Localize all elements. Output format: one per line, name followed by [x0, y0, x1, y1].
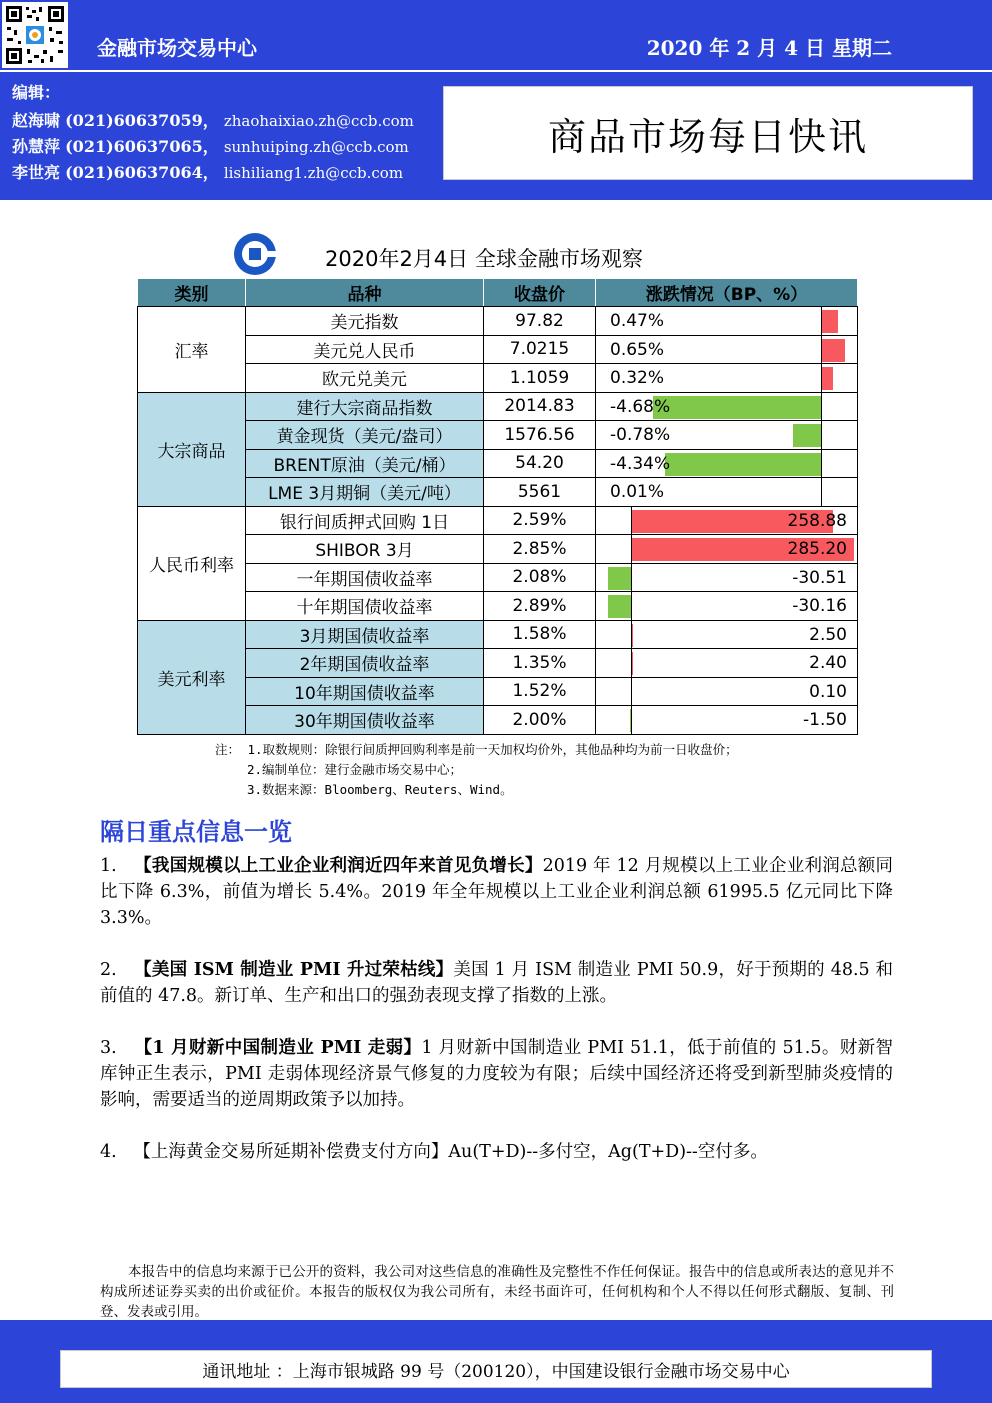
change-cell [596, 592, 858, 621]
instrument-cell: 十年期国债收益率 [246, 592, 484, 621]
change-bar [821, 310, 838, 333]
news-item [100, 957, 893, 1009]
ccb-logo-icon [233, 232, 277, 276]
instrument-cell: 美元兑人民币 [246, 335, 484, 364]
news-number: 1. [100, 856, 117, 876]
table-notes [215, 740, 738, 800]
change-cell [596, 307, 858, 336]
table-row [138, 364, 858, 393]
bar-axis [631, 564, 632, 592]
change-cell [596, 421, 858, 450]
bar-axis [821, 393, 822, 421]
note-line: 2.编制单位：建行金融市场交易中心； [247, 762, 463, 777]
table-row [138, 706, 858, 735]
change-bar [665, 453, 821, 476]
bar-axis [631, 678, 632, 706]
table-row [138, 506, 858, 535]
close-price-cell: 1.52% [484, 677, 596, 706]
instrument-cell: 10年期国债收益率 [246, 677, 484, 706]
header-divider [0, 70, 992, 72]
table-row [138, 335, 858, 364]
instrument-cell: 美元指数 [246, 307, 484, 336]
change-cell [596, 677, 858, 706]
editor-line [12, 160, 403, 183]
table-title: 2020年2月4日 全球金融市场观察 [325, 247, 643, 271]
change-value: 2.50 [809, 624, 847, 645]
change-bar [821, 367, 833, 390]
note-line: 3.数据来源：Bloomberg、Reuters、Wind。 [247, 782, 513, 797]
bar-axis [821, 421, 822, 449]
instrument-cell: 建行大宗商品指数 [246, 392, 484, 421]
close-price-cell: 1.35% [484, 649, 596, 678]
market-table [137, 278, 858, 735]
table-row [138, 592, 858, 621]
bar-axis [631, 706, 632, 734]
table-row [138, 677, 858, 706]
bar-axis [821, 478, 822, 506]
change-cell [596, 620, 858, 649]
news-item [100, 853, 893, 931]
change-value: -30.51 [792, 567, 847, 588]
news-item [100, 1139, 893, 1165]
news-headline: 【上海黄金交易所延期补偿费支付方向】 [133, 1142, 449, 1162]
close-price-cell: 2.85% [484, 535, 596, 564]
instrument-cell: 欧元兑美元 [246, 364, 484, 393]
category-cell: 美元利率 [138, 620, 246, 734]
close-price-cell: 54.20 [484, 449, 596, 478]
close-price-cell: 1576.56 [484, 421, 596, 450]
instrument-cell: SHIBOR 3月 [246, 535, 484, 564]
category-cell: 大宗商品 [138, 392, 246, 506]
column-header: 类别 [138, 279, 246, 307]
editor-email[interactable]: zhaohaixiao.zh@ccb.com [223, 112, 414, 130]
news-number: 3. [100, 1038, 117, 1058]
change-cell [596, 335, 858, 364]
change-value: 0.32% [610, 368, 665, 388]
news-number: 2. [100, 960, 117, 980]
change-value: -1.50 [803, 710, 847, 730]
news-headline: 【我国规模以上工业企业利润近四年来首见负增长】 [134, 856, 543, 876]
bar-axis [821, 364, 822, 392]
change-cell [596, 535, 858, 564]
editor-phone: (021)60637059， [65, 111, 219, 130]
table-row [138, 620, 858, 649]
close-price-cell: 5561 [484, 478, 596, 507]
table-row [138, 535, 858, 564]
news-body: 2019 年 12 月规模以上工业企业利润总额同比下降 6.3%，前值为增长 5.4%。2019 年全年规模以上工业企业利润总额 61995.5 亿元同比下降 3.3%。 [100, 856, 893, 928]
change-value: -4.68% [610, 396, 671, 417]
instrument-cell: 黄金现货（美元/盎司） [246, 421, 484, 450]
column-header: 收盘价 [484, 279, 596, 307]
change-bar [608, 595, 632, 618]
report-title-box [443, 86, 973, 180]
bar-axis [631, 507, 632, 535]
instrument-cell: BRENT原油（美元/桶） [246, 449, 484, 478]
table-header-row [138, 279, 858, 307]
change-cell [596, 706, 858, 735]
table-row [138, 563, 858, 592]
address-text: 通讯地址 ：上海市银城路 99 号（200120），中国建设银行金融市场交易中心 [202, 1361, 790, 1382]
change-value: 2.40 [809, 653, 847, 673]
close-price-cell: 2.59% [484, 506, 596, 535]
editor-phone: (021)60637064， [65, 163, 219, 182]
change-bar [793, 424, 821, 447]
bar-axis [631, 592, 632, 620]
editor-name: 赵海啸 [12, 111, 61, 130]
change-cell [596, 506, 858, 535]
category-cell: 汇率 [138, 307, 246, 393]
instrument-cell: 一年期国债收益率 [246, 563, 484, 592]
instrument-cell: 2年期国债收益率 [246, 649, 484, 678]
close-price-cell: 2.00% [484, 706, 596, 735]
change-value: 0.47% [610, 311, 665, 331]
change-value: 258.88 [787, 510, 847, 531]
table-row [138, 307, 858, 336]
change-value: -0.78% [610, 425, 671, 445]
change-cell [596, 478, 858, 507]
qr-code-icon [2, 2, 68, 68]
news-body: Au(T+D)--多付空，Ag(T+D)--空付多。 [448, 1142, 768, 1162]
news-number: 4. [100, 1142, 117, 1162]
editor-email[interactable]: lishiliang1.zh@ccb.com [223, 164, 404, 182]
news-section-title: 隔日重点信息一览 [100, 818, 292, 846]
change-cell [596, 449, 858, 478]
change-value: -30.16 [792, 596, 847, 616]
change-bar [653, 396, 821, 419]
change-bar [821, 339, 844, 362]
change-bar [608, 567, 632, 590]
editor-phone: (021)60637065， [65, 137, 219, 156]
disclaimer-text: 本报告中的信息均来源于已公开的资料，我公司对这些信息的准确性及完整性不作任何保证。报告中的信息或所表达的意见并不构成所述证券买卖的出价或征价。本报告的版权仅为我公司所有，未经书面许可，任何机构和个人不得以任何形式翻版、复制、刊登、发表或引用。 [100, 1264, 894, 1320]
instrument-cell: 3月期国债收益率 [246, 620, 484, 649]
table-row [138, 449, 858, 478]
editor-line [12, 108, 414, 131]
change-cell [596, 392, 858, 421]
close-price-cell: 1.58% [484, 620, 596, 649]
news-body: 美国 1 月 ISM 制造业 PMI 50.9，好于预期的 48.5 和前值的 47.8。新订单、生产和出口的强劲表现支撑了指数的上涨。 [100, 960, 894, 1006]
table-row [138, 421, 858, 450]
change-value: 285.20 [787, 539, 847, 559]
column-header: 涨跌情况（BP、%） [596, 279, 858, 307]
news-item [100, 1035, 893, 1113]
address-box [60, 1350, 932, 1388]
close-price-cell: 2.89% [484, 592, 596, 621]
instrument-cell: LME 3月期铜（美元/吨） [246, 478, 484, 507]
editor-email[interactable]: sunhuiping.zh@ccb.com [223, 138, 409, 156]
editor-name: 李世亮 [12, 163, 61, 182]
bar-axis [631, 649, 632, 677]
change-cell [596, 649, 858, 678]
table-row [138, 649, 858, 678]
change-value: 0.10 [809, 681, 847, 702]
news-body: 1 月财新中国制造业 PMI 51.1，低于前值的 51.5。财新智库钟正生表示，PMI 走弱体现经济景气修复的力度较为有限；后续中国经济还将受到新型肺炎疫情的影响，需要适当的逆周期政策予以加持。 [100, 1038, 893, 1110]
change-value: 0.65% [610, 339, 665, 360]
bar-axis [821, 307, 822, 335]
close-price-cell: 7.0215 [484, 335, 596, 364]
category-cell: 人民币利率 [138, 506, 246, 620]
instrument-cell: 30年期国债收益率 [246, 706, 484, 735]
note-line: 注： 1.取数规则：除银行间质押回购利率是前一天加权均价外，其他品种均为前一日收盘价； [215, 742, 738, 757]
close-price-cell: 97.82 [484, 307, 596, 336]
change-cell [596, 364, 858, 393]
column-header: 品种 [246, 279, 484, 307]
bar-axis [821, 450, 822, 478]
change-value: -4.34% [610, 453, 671, 474]
news-headline: 【美国 ISM 制造业 PMI 升过荣枯线】 [134, 960, 454, 980]
close-price-cell: 2014.83 [484, 392, 596, 421]
table-row [138, 478, 858, 507]
bar-axis [821, 336, 822, 364]
editor-name: 孙慧萍 [12, 137, 61, 156]
change-value: 0.01% [610, 482, 665, 502]
change-cell [596, 563, 858, 592]
news-headline: 【1 月财新中国制造业 PMI 走弱】 [134, 1038, 422, 1058]
table-row [138, 392, 858, 421]
bar-axis [631, 535, 632, 563]
close-price-cell: 1.1059 [484, 364, 596, 393]
bar-axis [631, 621, 632, 649]
org-name: 金融市场交易中心 [97, 36, 257, 60]
editor-label: 编辑： [12, 83, 61, 102]
report-date: 2020 年 2 月 4 日 星期二 [646, 36, 892, 60]
editor-line [12, 134, 409, 157]
report-title: 商品市场每日快讯 [547, 114, 868, 159]
close-price-cell: 2.08% [484, 563, 596, 592]
instrument-cell: 银行间质押式回购 1日 [246, 506, 484, 535]
